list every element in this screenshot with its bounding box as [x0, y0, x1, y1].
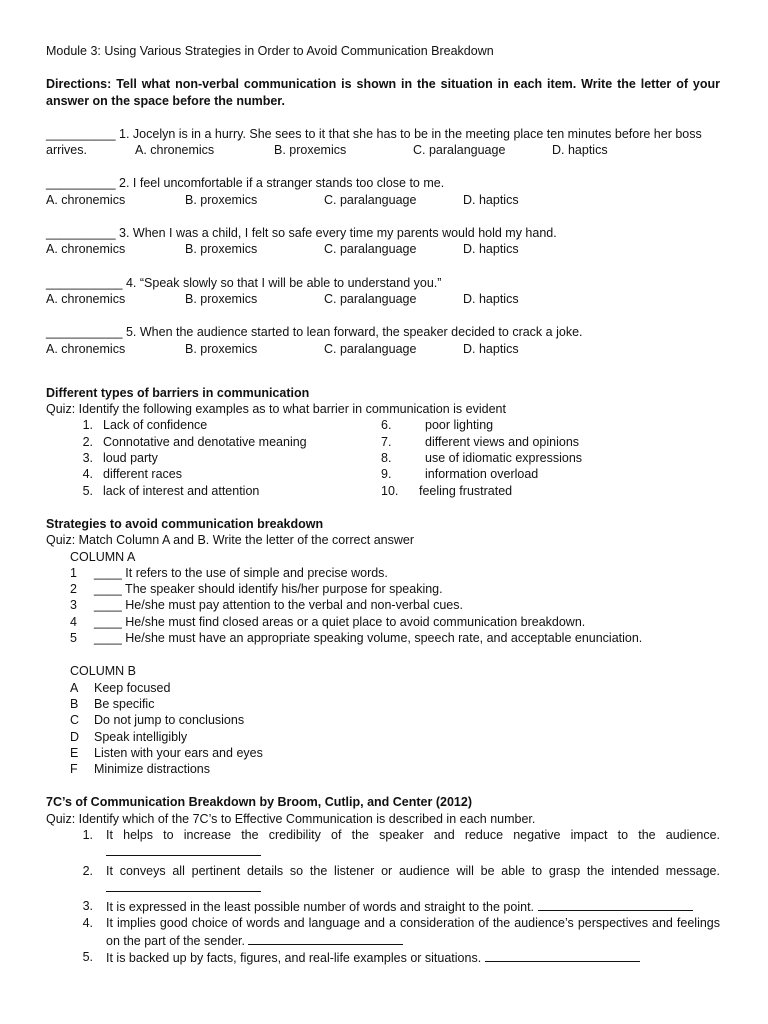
directions-text: Directions: Tell what non-verbal communication is shown in the situation in each item. Write the letter of your answer on the space before the number.: [46, 77, 720, 108]
option-c: C. paralanguage: [324, 291, 417, 306]
option-a: A. chronemics: [46, 242, 126, 257]
item-1-text: 1. Jocelyn is in a hurry. She sees to it that she has to be in the meeting place ten minutes before her boss: [119, 126, 702, 141]
list-item: 5. It is backed up by facts, figures, and real-life examples or situations.: [46, 949, 720, 966]
answer-blank[interactable]: [248, 932, 403, 945]
answer-blank[interactable]: [485, 949, 640, 962]
item-4-options: [46, 291, 720, 307]
option-d: D. haptics: [463, 291, 519, 306]
item-2: [46, 175, 720, 191]
list-item: F Minimize distractions: [70, 762, 211, 777]
answer-blank-1[interactable]: __________: [46, 126, 116, 141]
list-item: B Be specific: [70, 696, 155, 711]
option-c: C. paralanguage: [324, 341, 417, 356]
list-item: 3. It is expressed in the least possible number of words and straight to the point.: [46, 898, 720, 915]
list-item: 2. It conveys all pertinent details so the listener or audience will be able to grasp the intended message.: [46, 863, 720, 897]
option-a: A. chronemics: [134, 143, 215, 158]
item-3: [46, 225, 720, 241]
list-item: 2. Connotative and denotative meaning 7. different views and opinions: [82, 434, 580, 449]
sevenc-list: [46, 827, 720, 966]
list-item: 2 ____ The speaker should identify his/her purpose for speaking.: [70, 582, 443, 597]
column-b-list: [46, 680, 720, 778]
page-title: Module 3: Using Various Strategies in Order to Avoid Communication Breakdown: [46, 44, 494, 58]
answer-blank-5[interactable]: ___________: [46, 325, 123, 340]
option-d: D. haptics: [551, 143, 608, 158]
item-5: [46, 324, 720, 340]
option-b: B. proxemics: [185, 291, 258, 306]
column-a-list: [46, 565, 720, 646]
list-item: E Listen with your ears and eyes: [70, 745, 263, 760]
option-d: D. haptics: [463, 192, 519, 207]
list-item: 5. lack of interest and attention 10. feeling frustrated: [82, 483, 513, 498]
list-item: 4. It implies good choice of words and language and a consideration of the audience’s perspectives and feelings on the part of the sender.: [82, 916, 720, 948]
barriers-list: [46, 417, 720, 498]
item-1-cont: arrives.: [46, 143, 87, 158]
list-item: 3. loud party 8. use of idiomatic expressions: [82, 451, 583, 466]
option-b: B. proxemics: [185, 242, 258, 257]
item-1: [46, 126, 720, 142]
item-3-text: 3. When I was a child, I felt so safe every time my parents would hold my hand.: [119, 226, 557, 241]
item-4-text: 4. “Speak slowly so that I will be able to understand you.”: [125, 275, 442, 290]
list-item: 4 ____ He/she must find closed areas or a quiet place to avoid communication breakdown.: [70, 614, 586, 629]
option-b: B. proxemics: [185, 192, 258, 207]
list-item: 1. It helps to increase the credibility of the speaker and reduce negative impact to the audience.: [46, 827, 720, 861]
answer-blank-4[interactable]: ___________: [46, 275, 123, 290]
option-d: D. haptics: [463, 341, 519, 356]
sevenc-heading: 7C’s of Communication Breakdown by Broom, Cutlip, and Center (2012): [46, 795, 472, 810]
item-2-options: [46, 192, 720, 208]
list-item: 3 ____ He/she must pay attention to the verbal and non-verbal cues.: [70, 598, 463, 613]
answer-blank-2[interactable]: __________: [46, 176, 116, 191]
option-d: D. haptics: [463, 242, 519, 257]
strategies-heading: Strategies to avoid communication breakdown: [46, 516, 324, 531]
item-4: [46, 275, 720, 291]
list-item: 5 ____ He/she must have an appropriate speaking volume, speech rate, and acceptable enunciation.: [70, 631, 643, 646]
barriers-heading: Different types of barriers in communication: [46, 385, 310, 400]
barriers-quiz: Quiz: Identify the following examples as to what barrier in communication is evident: [46, 402, 506, 417]
list-item: D Speak intelligibly: [70, 729, 188, 744]
answer-blank[interactable]: [106, 879, 261, 892]
answer-blank-3[interactable]: __________: [46, 226, 116, 241]
column-a-title: COLUMN A: [70, 549, 136, 564]
answer-blank[interactable]: [106, 843, 261, 856]
worksheet-page: [46, 43, 720, 966]
option-a: A. chronemics: [46, 291, 126, 306]
list-item: A Keep focused: [70, 680, 171, 695]
option-a: A. chronemics: [46, 192, 126, 207]
list-item: 4. different races 9. information overload: [82, 467, 539, 482]
list-item: 1. Lack of confidence 6. poor lighting: [82, 418, 494, 433]
option-b: B. proxemics: [273, 143, 347, 158]
item-5-options: [46, 341, 720, 357]
sevenc-quiz: Quiz: Identify which of the 7C’s to Effective Communication is described in each number.: [46, 811, 536, 826]
option-c: C. paralanguage: [324, 192, 417, 207]
item-1-options: [46, 142, 720, 158]
option-b: B. proxemics: [185, 341, 258, 356]
list-item: C Do not jump to conclusions: [70, 713, 245, 728]
item-5-text: 5. When the audience started to lean forward, the speaker decided to crack a joke.: [125, 325, 583, 340]
strategies-quiz: Quiz: Match Column A and B. Write the letter of the correct answer: [46, 533, 414, 548]
option-c: C. paralanguage: [412, 143, 506, 158]
option-c: C. paralanguage: [324, 242, 417, 257]
option-a: A. chronemics: [46, 341, 126, 356]
answer-blank[interactable]: [538, 898, 693, 911]
column-b-title: COLUMN B: [70, 664, 136, 679]
list-item: 1 ____ It refers to the use of simple and precise words.: [70, 565, 388, 580]
item-3-options: [46, 241, 720, 257]
item-2-text: 2. I feel uncomfortable if a stranger stands too close to me.: [119, 176, 445, 191]
